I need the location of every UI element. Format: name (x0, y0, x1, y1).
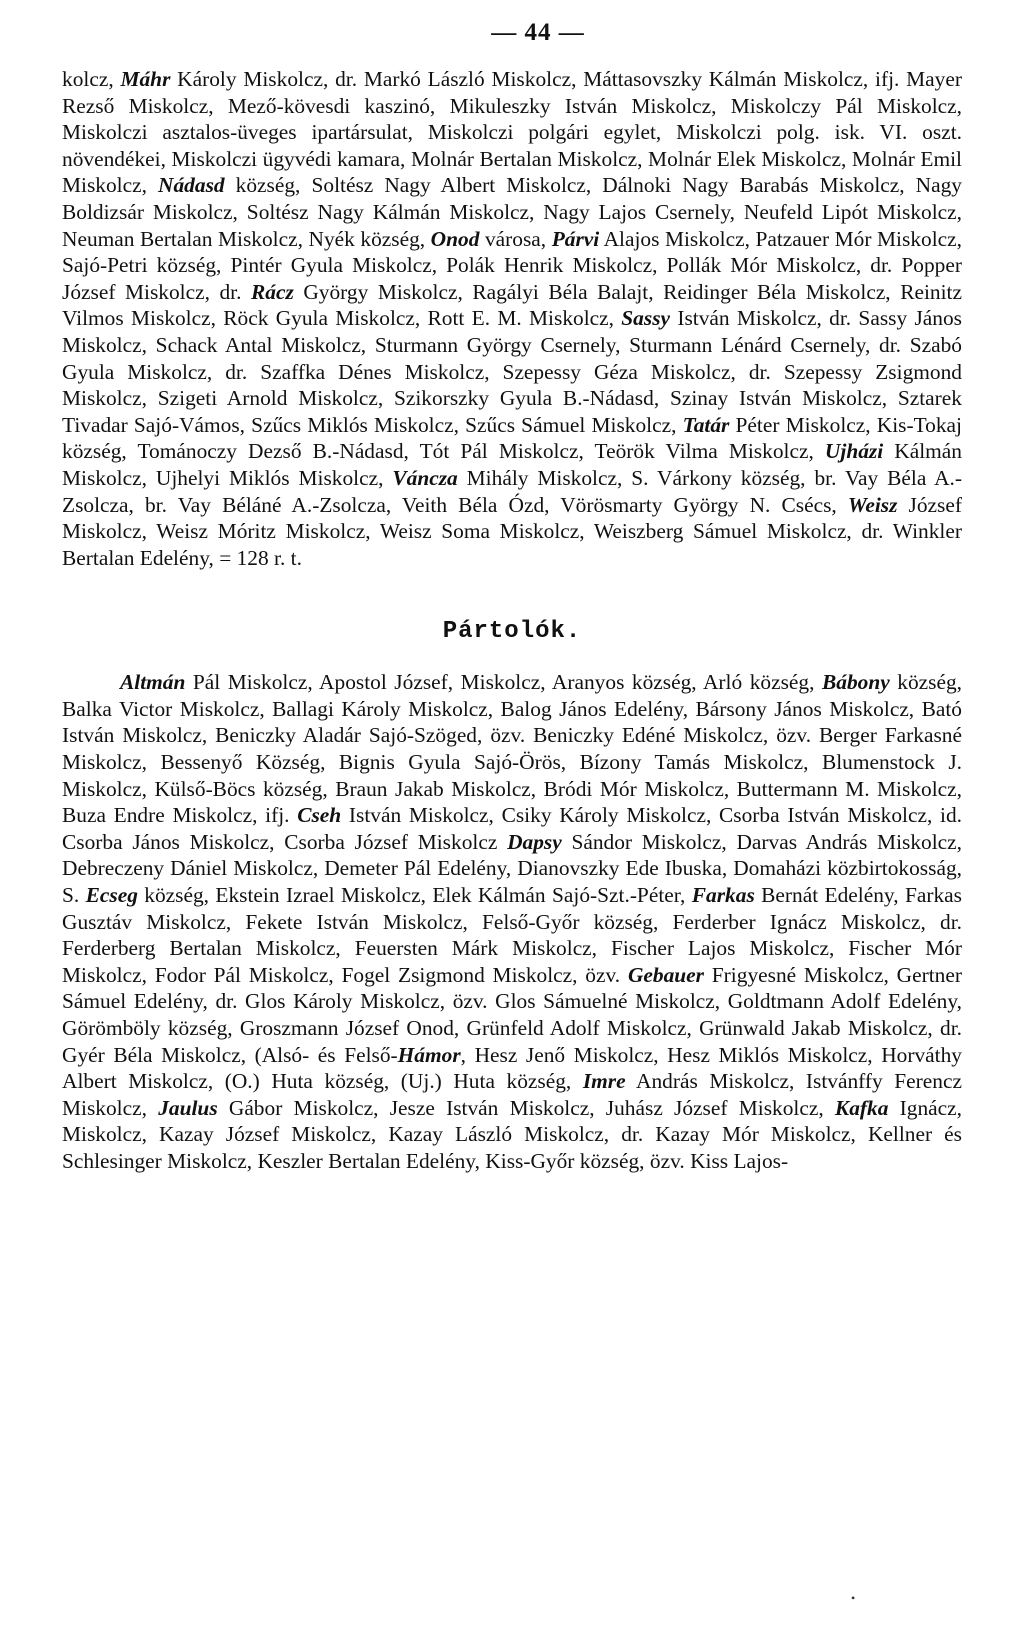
emphasized-name: Onod (430, 226, 480, 251)
donor-list-paragraph (62, 66, 962, 571)
emphasized-name: Párvi (551, 226, 600, 251)
text-run: Károly Miskolcz, dr. Markó László Miskolcz, Máttasovszky Kálmán Miskolcz, ifj. Mayer Rezső Miskolcz, Mező-kövesdi kaszinó, Mikuleszky István Miskolcz, Miskolczy Pál Miskolcz, Miskolczi asztalos-üveges ipartársulat, Miskolczi polgári egylet, Miskolczi polg. isk. VI. oszt. növendékei, Miskolczi ügyvédi kamara, Molnár Bertalan Miskolcz, Molnár Elek Miskolcz, Molnár Emil Miskolcz, (62, 67, 962, 198)
text-run: András Miskolcz, Istvánffy Ferencz Miskolcz, (62, 1069, 962, 1120)
section-heading-partolok: Pártolók. (442, 618, 582, 646)
text-run: István Miskolcz, dr. Sassy János Miskolcz, Schack Antal Miskolcz, Sturmann György Csernely, Sturmann Lénárd Csernely, dr. Szabó Gyula Miskolcz, dr. Szaffka Dénes Miskolcz, Szepessy Géza Miskolcz, dr. Szepessy Zsigmond Miskolcz, Szigeti Arnold Miskolcz, Szikorszky Gyula B.-Nádasd, Szinay István Miskolcz, Sztarek Tivadar Sajó-Vámos, Szűcs Miklós Miskolcz, Szűcs Sámuel Miskolcz, (62, 306, 962, 437)
emphasized-name: Tatár (682, 412, 730, 437)
text-run: Gábor Miskolcz, Jesze István Miskolcz, Juhász József Miskolcz, (217, 1095, 835, 1120)
text-run: József Miskolcz, Weisz Móritz Miskolcz, Weisz Soma Miskolcz, Weiszberg Sámuel Miskolcz, dr. Winkler Bertalan Edelény, = 128 r. t. (62, 492, 962, 570)
text-run: Kálmán Miskolcz, Ujhelyi Miklós Miskolcz, (62, 439, 962, 490)
document-page (62, 14, 962, 1175)
text-run: Frigyesné Miskolcz, Gertner Sámuel Edelény, dr. Glos Károly Miskolcz, özv. Glos Sámuelné Miskolcz, Goldtmann Adolf Edelény, Görömböly község, Groszmann József Onod, Grünfeld Adolf Miskolcz, Grünwald Jakab Miskolcz, dr. Gyér Béla Miskolcz, (Alsó- és Felső- (62, 962, 962, 1067)
emphasized-name: Farkas (691, 883, 755, 908)
emphasized-name: Máhr (120, 67, 171, 91)
text-run: Péter Miskolcz, Kis-Tokaj község, Tománoczy Dezső B.-Nádasd, Tót Pál Miskolcz, Teörök Vilma Miskolcz, (62, 412, 962, 464)
emphasized-name: Weisz (847, 492, 898, 517)
text-run: György Miskolcz, Ragályi Béla Balajt, Reidinger Béla Miskolcz, Reinitz Vilmos Miskolcz, Röck Gyula Miskolcz, Rott E. M. Miskolcz, (62, 279, 962, 331)
emphasized-name: Jaulus (158, 1095, 218, 1120)
emphasized-name: Imre (582, 1069, 626, 1094)
text-run: Alajos Miskolcz, Patzauer Mór Miskolcz, Sajó-Petri község, Pintér Gyula Miskolcz, Polák Henrik Miskolcz, Pollák Mór Miskolcz, dr. Popper József Miskolcz, dr. (62, 226, 962, 304)
text-run: Bernát Edelény, Farkas Gusztáv Miskolcz, Fekete István Miskolcz, Felső-Győr község, Ferderber Ignácz Miskolcz, dr. Ferderberg Bertalan Miskolcz, Feuersten Márk Miskolcz, Fischer Lajos Miskolcz, Fischer Mór Miskolcz, Fodor Pál Miskolcz, Fogel Zsigmond Miskolcz, özv. (62, 883, 962, 987)
text-run: Pál Miskolcz, Apostol József, Miskolcz, Aranyos község, Arló község, (185, 670, 822, 695)
emphasized-name: Altmán (120, 670, 186, 695)
emphasized-name: Sassy (621, 306, 671, 331)
text-run: Sándor Miskolcz, Darvas András Miskolcz, Debreczeny Dániel Miskolcz, Demeter Pál Edelény, Dianovszky Ede Ibuska, Domaházi közbirtokosság, S. (62, 829, 963, 908)
emphasized-name: Hámor (397, 1042, 461, 1067)
supporters-list-paragraph (62, 669, 962, 1174)
emphasized-name: Dapsy (507, 829, 562, 854)
page-number: — 44 — (491, 19, 585, 46)
footer-dot-mark: • (851, 1591, 856, 1605)
text-run: Ignácz, Miskolcz, Kazay József Miskolcz, Kazay László Miskolcz, dr. Kazay Mór Miskolcz, Kellner és Schlesinger Miskolcz, Keszler Bertalan Edelény, Kiss-Győr község, özv. Kiss Lajos- (62, 1095, 962, 1173)
text-run: község, Ekstein Izrael Miskolcz, Elek Kálmán Sajó-Szt.-Péter, (137, 883, 692, 908)
emphasized-name: Cseh (297, 803, 342, 828)
emphasized-name: Nádasd (158, 173, 225, 198)
text-run: , Hesz Jenő Miskolcz, Hesz Miklós Miskolcz, Horváthy Albert Miskolcz, (O.) Huta község, (Uj.) Huta község, (62, 1042, 962, 1094)
emphasized-name: Váncza (392, 465, 458, 490)
emphasized-name: Bábony (821, 670, 890, 695)
text-run: István Miskolcz, Csiky Károly Miskolcz, Csorba István Miskolcz, id. Csorba János Miskolcz, Csorba József Miskolcz (62, 803, 962, 854)
text-run: városa, (479, 226, 552, 251)
emphasized-name: Kafka (834, 1095, 889, 1120)
emphasized-name: Ujházi (824, 439, 884, 464)
text-run: község, Balka Victor Miskolcz, Ballagi Károly Miskolcz, Balog János Edelény, Bársony János Miskolcz, Bató István Miskolcz, Beniczky Aladár Sajó-Szöged, özv. Beniczky Edéné Miskolcz, özv. Berger Farkasné Miskolcz, Bessenyő Község, Bignis Gyula Sajó-Örös, Bízony Tamás Miskolcz, Blumenstock J. Miskolcz, Külső-Böcs község, Braun Jakab Miskolcz, Bródi Mór Miskolcz, Buttermann M. Miskolcz, Buza Endre Miskolcz, ifj. (62, 670, 962, 828)
text-run: község, Soltész Nagy Albert Miskolcz, Dálnoki Nagy Barabás Miskolcz, Nagy Boldizsár Miskolcz, Soltész Nagy Kálmán Miskolcz, Nagy Lajos Csernely, Neufeld Lipót Miskolcz, Neuman Bertalan Miskolcz, Nyék község, (62, 173, 962, 251)
emphasized-name: Gebauer (627, 962, 704, 987)
emphasized-name: Ecseg (85, 883, 138, 908)
text-run: kolcz, (62, 67, 121, 91)
text-run: Mihály Miskolcz, S. Várkony község, br. Vay Béla A.-Zsolcza, br. Vay Béláné A.-Zsolcza, Veith Béla Ózd, Vörösmarty György N. Csécs, (62, 465, 962, 517)
emphasized-name: Rácz (251, 279, 294, 304)
